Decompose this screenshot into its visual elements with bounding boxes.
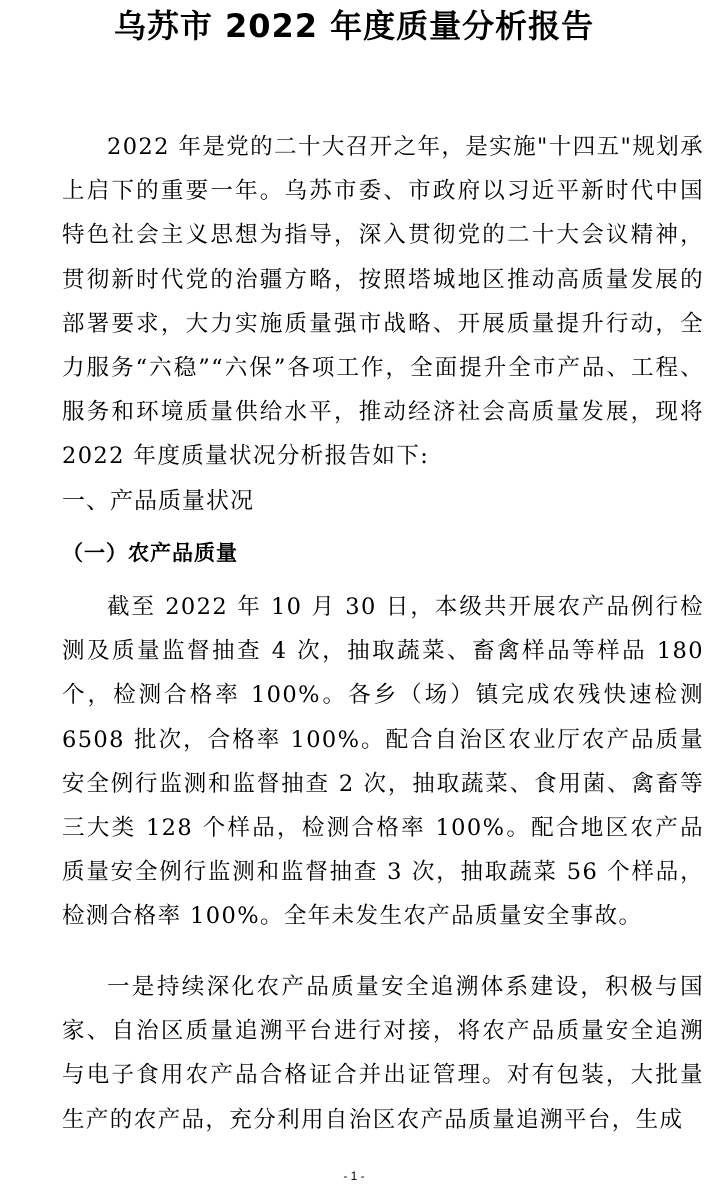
agricultural-quality-paragraph: 截至 2022 年 10 月 30 日，本级共开展农产品例行检测及质量监督抽查 4 次，抽取蔬菜、畜禽样品等样品 180 个，检测合格率 100%。各乡（场）镇完成农残快速检测 6508 批次，合格率 100%。配合自治区农业厅农产品质量安全例行监测和监督抽查 2 次，抽取蔬菜、食用菌、禽畜等三大类 128 个样品，检测合格率 100%。配合地区农产品质量安全例行监测和监督抽查 3 次，抽取蔬菜 56 个样品，检测合格率 100%。全年未发生农产品质量安全事故。 bbox=[62, 594, 704, 930]
page-number: - 1 - bbox=[343, 1169, 365, 1183]
section-heading-product-quality: 一、产品质量状况 bbox=[62, 488, 254, 514]
document-title: 乌苏市 2022 年度质量分析报告 bbox=[113, 7, 595, 45]
subsection-heading-agricultural-quality: （一）农产品质量 bbox=[62, 540, 238, 565]
intro-paragraph: 2022 年是党的二十大召开之年，是实施"十四五"规划承上启下的重要一年。乌苏市委、市政府以习近平新时代中国特色社会主义思想为指导，深入贯彻党的二十大会议精神，贯彻新时代党的治疆方略，按照塔城地区推动高质量发展的部署要求，大力实施质量强市战略、开展质量提升行动，全力服务“六稳”“六保”各项工作，全面提升全市产品、工程、服务和环境质量供给水平，推动经济社会高质量发展，现将 2022 年度质量状况分析报告如下: bbox=[62, 134, 704, 470]
traceability-paragraph: 一是持续深化农产品质量安全追溯体系建设，积极与国家、自治区质量追溯平台进行对接，将农产品质量安全追溯与电子食用农产品合格证合并出证管理。对有包装，大批量生产的农产品，充分利用自治区农产品质量追溯平台，生成 bbox=[62, 974, 704, 1133]
